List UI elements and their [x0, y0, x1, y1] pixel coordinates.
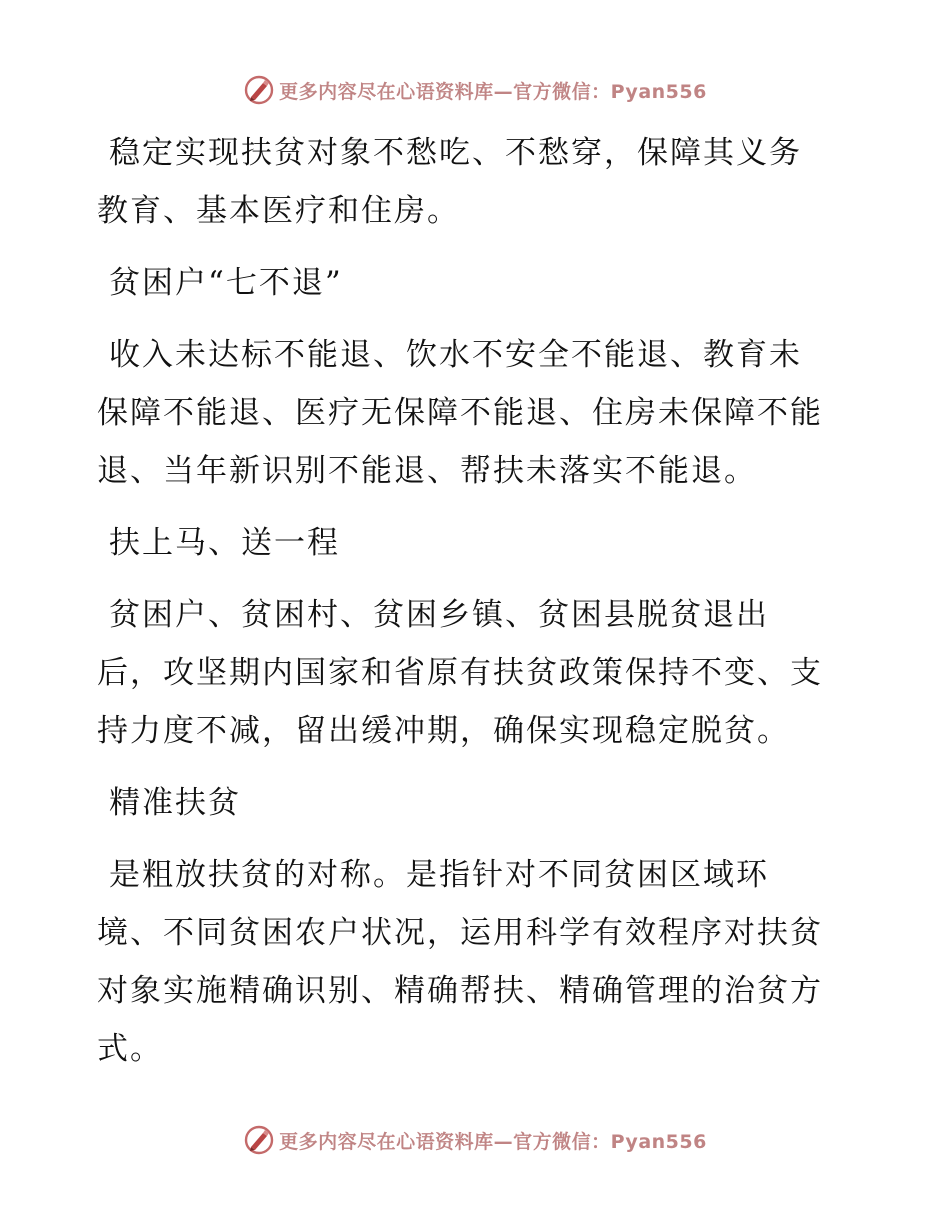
text-line: 贫困户“七不退”	[109, 265, 343, 301]
text-line: 精准扶贫	[109, 785, 241, 821]
text-line: 贫困户、贫困村、贫困乡镇、贫困县脱贫退出	[109, 597, 769, 633]
section-heading	[97, 774, 857, 832]
text-line: 收入未达标不能退、饮水不安全不能退、教育未	[109, 337, 802, 373]
section-heading	[97, 514, 857, 572]
text-line: 教育、基本医疗和住房。	[97, 193, 460, 229]
header-banner	[0, 70, 950, 110]
pen-logo-icon	[243, 74, 275, 106]
text-line: 后，攻坚期内国家和省原有扶贫政策保持不变、支	[97, 655, 823, 691]
document-body	[97, 124, 857, 1092]
banner-text: 更多内容尽在心语资料库—官方微信：Pyan556	[279, 80, 707, 103]
pen-logo-icon	[243, 1124, 275, 1156]
text-line: 保障不能退、医疗无保障不能退、住房未保障不能	[97, 395, 823, 431]
text-line: 扶上马、送一程	[109, 525, 340, 561]
text-line: 境、不同贫困农户状况，运用科学有效程序对扶贫	[97, 915, 823, 951]
paragraph	[97, 586, 857, 760]
text-line: 退、当年新识别不能退、帮扶未落实不能退。	[97, 453, 757, 489]
text-line: 对象实施精确识别、精确帮扶、精确管理的治贫方	[97, 973, 823, 1009]
paragraph	[97, 846, 857, 1078]
section-heading	[97, 254, 857, 312]
text-line: 持力度不减，留出缓冲期，确保实现稳定脱贫。	[97, 713, 790, 749]
paragraph	[97, 326, 857, 500]
banner-text: 更多内容尽在心语资料库—官方微信：Pyan556	[279, 1130, 707, 1153]
text-line: 稳定实现扶贫对象不愁吃、不愁穿，保障其义务	[109, 135, 802, 171]
text-line: 是粗放扶贫的对称。是指针对不同贫困区域环	[109, 857, 769, 893]
paragraph	[97, 124, 857, 240]
text-line: 式。	[97, 1031, 163, 1067]
footer-banner	[0, 1120, 950, 1160]
